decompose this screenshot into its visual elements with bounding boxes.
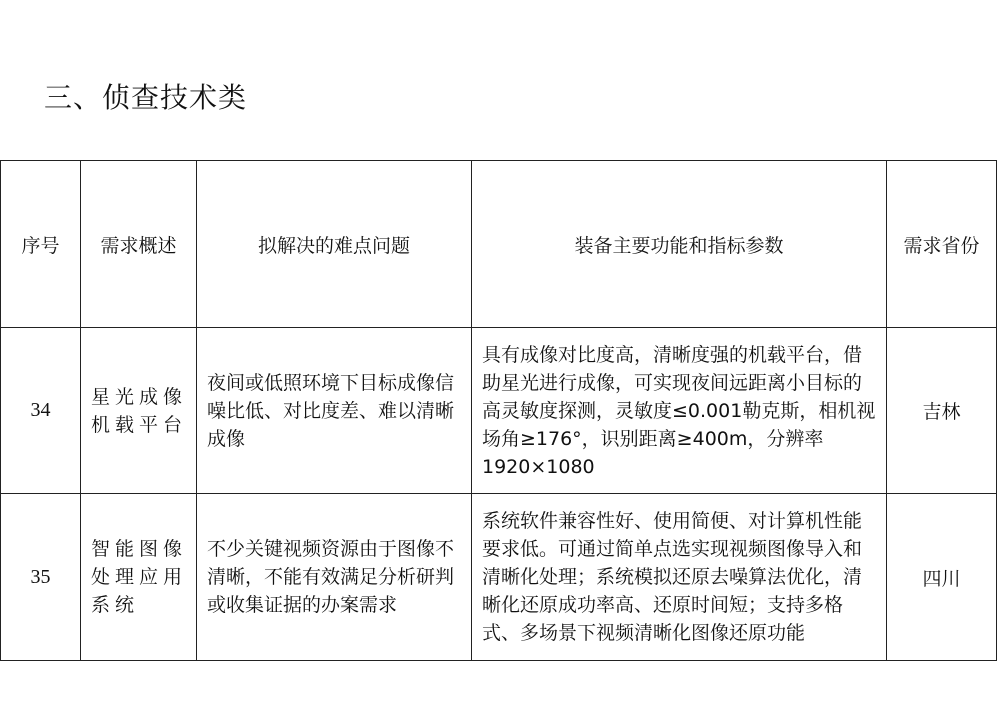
section-title: 三、侦查技术类 xyxy=(44,81,248,114)
table-header-row xyxy=(1,161,997,328)
table-row xyxy=(1,494,997,661)
row-index: 35 xyxy=(1,494,81,661)
row-problem: 不少关键视频资源由于图像不清晰，不能有效满足分析研判或收集证据的办案需求 xyxy=(197,494,472,661)
row-index: 34 xyxy=(1,328,81,494)
row-params: 系统软件兼容性好、使用简便、对计算机性能要求低。可通过简单点选实现视频图像导入和清晰化处理；系统模拟还原去噪算法优化，清晰化还原成功率高、还原时间短；支持多格式、多场景下视频清晰化图像还原功能 xyxy=(472,494,887,661)
header-params: 装备主要功能和指标参数 xyxy=(472,161,887,328)
row-province: 吉林 xyxy=(887,328,997,494)
header-index: 序号 xyxy=(1,161,81,328)
row-province: 四川 xyxy=(887,494,997,661)
row-summary: 智能图像处理应用系统 xyxy=(81,494,197,661)
row-params: 具有成像对比度高，清晰度强的机载平台，借助星光进行成像，可实现夜间远距离小目标的高灵敏度探测，灵敏度≤0.001勒克斯，相机视场角≥176°，识别距离≥400m，分辨率1920×1080 xyxy=(472,328,887,494)
requirements-table xyxy=(0,160,997,661)
header-summary: 需求概述 xyxy=(81,161,197,328)
header-problem: 拟解决的难点问题 xyxy=(197,161,472,328)
table-row xyxy=(1,328,997,494)
row-problem: 夜间或低照环境下目标成像信噪比低、对比度差、难以清晰成像 xyxy=(197,328,472,494)
row-summary: 星光成像机载平台 xyxy=(81,328,197,494)
header-province: 需求省份 xyxy=(887,161,997,328)
